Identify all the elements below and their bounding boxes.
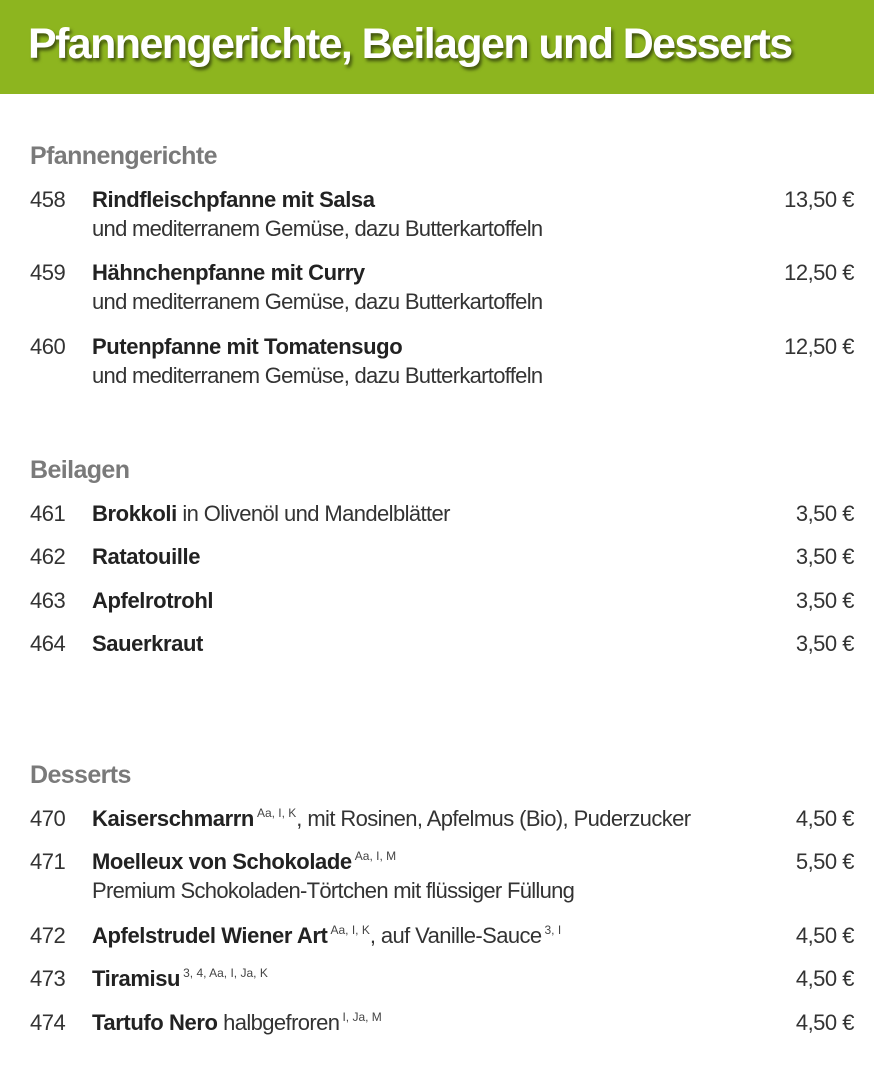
item-name: Hähnchenpfanne mit Curry [92,260,365,285]
item-name: Tartufo Nero [92,1010,218,1035]
suffix-allergen-codes: I, Ja, M [342,1010,382,1024]
item-name: Putenpfanne mit Tomatensugo [92,334,403,359]
section-title-desserts: Desserts [30,761,131,789]
item-price: 4,50 € [795,1010,854,1035]
item-number: 463 [30,588,66,613]
item-description: Premium Schokoladen-Törtchen mit flüssiger Füllung [92,878,575,903]
item-name: Moelleux von Schokolade [92,849,352,874]
item-price: 12,50 € [784,260,854,285]
page-title: Pfannengerichte, Beilagen und Desserts [28,20,792,68]
item-price: 3,50 € [795,544,854,569]
item-price: 13,50 € [784,187,854,212]
item-suffix: in Olivenöl und Mandelblätter [176,501,450,526]
item-price: 5,50 € [795,849,854,874]
item-name: Ratatouille [92,544,201,569]
item-number: 470 [30,806,66,831]
allergen-codes: 3, 4, Aa, I, Ja, K [183,966,268,980]
item-description: und mediterranem Gemüse, dazu Butterkartoffeln [92,363,543,388]
item-number: 472 [30,923,66,948]
item-name: Tiramisu [92,966,181,991]
item-number: 474 [30,1010,66,1035]
item-name: Brokkoli [92,501,177,526]
section-title-beilagen: Beilagen [30,456,130,484]
item-suffix: , mit Rosinen, Apfelmus (Bio), Puderzucker [296,806,691,831]
item-number: 462 [30,544,66,569]
allergen-codes: Aa, I, K [256,806,297,820]
item-name: Sauerkraut [92,631,203,656]
item-name: Apfelstrudel Wiener Art [92,923,328,948]
item-description: und mediterranem Gemüse, dazu Butterkartoffeln [92,289,543,314]
item-name: Rindfleischpfanne mit Salsa [92,187,375,212]
item-price: 4,50 € [795,806,854,831]
item-price: 3,50 € [795,631,854,656]
section-title-pfannengerichte: Pfannengerichte [30,142,217,170]
item-number: 459 [30,260,66,285]
item-number: 460 [30,334,66,359]
item-number: 471 [30,849,66,874]
page-header [0,0,874,94]
item-number: 464 [30,631,66,656]
item-price: 4,50 € [795,923,854,948]
item-price: 3,50 € [795,588,854,613]
item-number: 473 [30,966,66,991]
item-price: 3,50 € [795,501,854,526]
item-description: und mediterranem Gemüse, dazu Butterkartoffeln [92,216,543,241]
item-suffix: halbgefroren [217,1010,340,1035]
item-name: Kaiserschmarrn [92,806,254,831]
item-suffix: , auf Vanille-Sauce [369,923,542,948]
item-name: Apfelrotrohl [92,588,214,613]
suffix-allergen-codes: 3, I [544,923,562,937]
item-number: 458 [30,187,66,212]
allergen-codes: Aa, I, M [354,849,397,863]
item-price: 4,50 € [795,966,854,991]
item-number: 461 [30,501,66,526]
item-price: 12,50 € [784,334,854,359]
allergen-codes: Aa, I, K [330,923,370,937]
